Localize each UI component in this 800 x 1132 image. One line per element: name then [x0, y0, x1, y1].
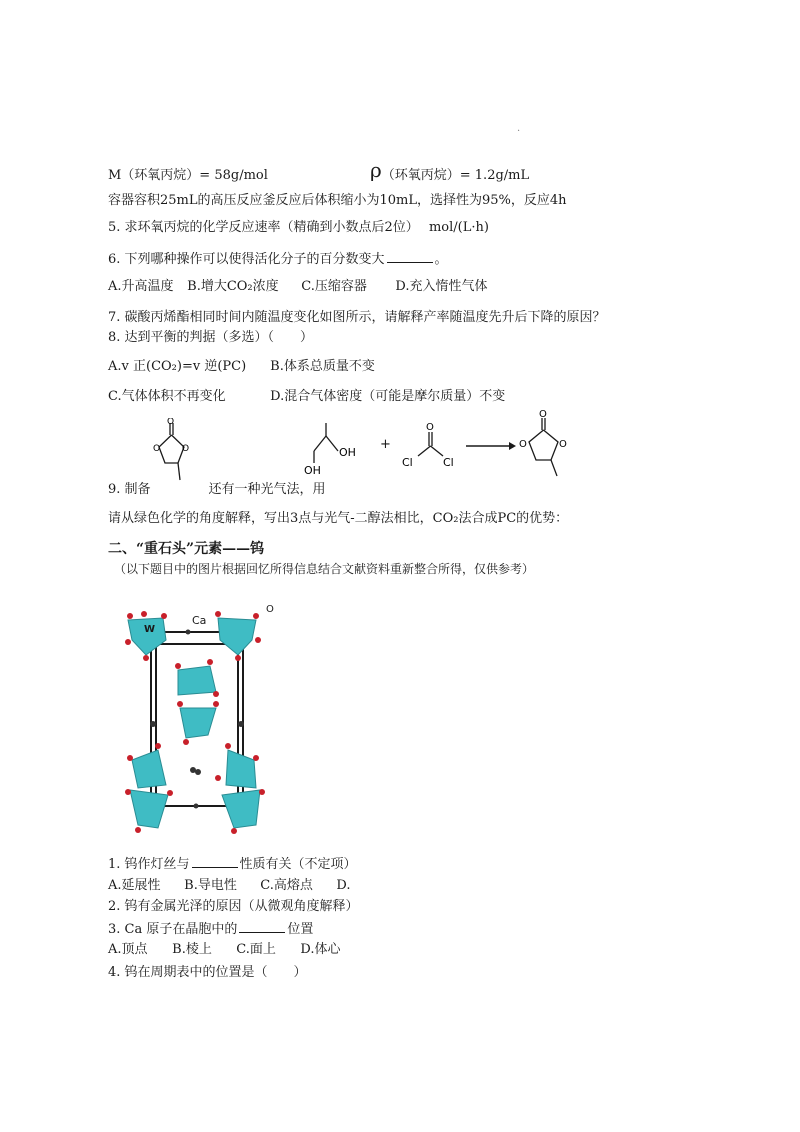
pc-ring-o-right: O: [182, 444, 190, 454]
question-9: [108, 482, 326, 498]
question-5: [108, 220, 489, 236]
q9-text-before: 9. 制备: [108, 482, 151, 497]
product-carbonyl-o: O: [539, 409, 547, 420]
w1-option-a[interactable]: A.延展性: [108, 878, 161, 893]
density-symbol: ρ: [370, 158, 382, 182]
cl-atom-2: Cl: [443, 456, 454, 469]
q8-option-b[interactable]: B.体系总质量不变: [270, 359, 375, 374]
w3-option-a[interactable]: A.顶点: [108, 942, 148, 957]
w-question-3: [108, 920, 313, 938]
q6-option-a[interactable]: A.升高温度: [108, 279, 174, 294]
section-2-note: （以下题目中的图片根据回忆所得信息结合文献资料重新整合所得，仅供参考）: [114, 562, 535, 576]
reaction-arrow: [465, 440, 517, 452]
oh-group-1: OH: [339, 446, 356, 459]
molar-mass: M（环氧丙烷）= 58g/mol: [108, 168, 268, 183]
w3-answer-blank[interactable]: [239, 920, 285, 933]
phosgene-o: O: [426, 422, 434, 433]
q8-option-d[interactable]: D.混合气体密度（可能是摩尔质量）不变: [270, 389, 506, 404]
w3-text-after: 位置: [287, 922, 314, 937]
w1-option-c[interactable]: C.高熔点: [260, 878, 313, 893]
question-6: [108, 250, 448, 268]
question-7: 7. 碳酸丙烯酯相同时间内随温度变化如图所示，请解释产率随温度先升后下降的原因？: [108, 310, 606, 325]
w1-answer-blank[interactable]: [192, 855, 238, 868]
propanediol-structure: [298, 418, 368, 478]
w3-option-c[interactable]: C.面上: [236, 942, 276, 957]
cl-atom-1: Cl: [402, 456, 413, 469]
q5-unit: mol/(L·h): [428, 220, 489, 235]
crystal-cell-diagram: [118, 600, 278, 850]
question-9-tail: 请从绿色化学的角度解释，写出3点与光气-二醇法相比，CO₂法合成PC的优势：: [108, 511, 569, 526]
density: [370, 158, 530, 184]
header-mark: ·: [517, 126, 521, 137]
q6-end: 。: [434, 252, 448, 267]
q9-text-after: 还有一种光气法，用: [208, 482, 326, 497]
q5-text: 5. 求环氧丙烷的化学反应速率（精确到小数点后2位）: [108, 220, 419, 235]
plus-sign: +: [380, 437, 391, 452]
q8-option-a[interactable]: A.v 正(CO₂)=v 逆(PC): [108, 359, 247, 374]
product-ring-o-right: O: [559, 439, 567, 450]
question-8: 8. 达到平衡的判据（多选）（ ）: [108, 330, 314, 345]
q8-option-c[interactable]: C.气体体积不再变化: [108, 389, 226, 404]
phosgene-structure: [398, 420, 468, 470]
q6-option-b[interactable]: B.增大CO₂浓度: [187, 279, 279, 294]
section-2-title: 二、“重石头”元素——钨: [108, 541, 265, 557]
crystal-label-o: O: [266, 604, 274, 615]
w3-option-d[interactable]: D.体心: [300, 942, 341, 957]
q6-answer-blank[interactable]: [387, 250, 433, 263]
q8-options-row2: [108, 389, 505, 405]
q6-text: 6. 下列哪种操作可以使得活化分子的百分数变大: [108, 252, 385, 267]
w-question-2: 2. 钨有金属光泽的原因（从微观角度解释）: [108, 899, 359, 914]
pc-carbonyl-o: O: [167, 418, 175, 427]
reaction-conditions: 容器容积25mL的高压反应釜反应后体积缩小为10mL，选择性为95%，反应4h: [108, 193, 567, 208]
crystal-label-w: W: [144, 624, 156, 635]
crystal-label-ca: Ca: [192, 614, 207, 627]
q6-options: [108, 279, 488, 295]
w1-option-d[interactable]: D.: [336, 878, 351, 893]
product-pc-structure: [515, 408, 575, 488]
w1-text-before: 1. 钨作灯丝与: [108, 857, 190, 872]
w3-options: [108, 942, 341, 958]
q6-option-c[interactable]: C.压缩容器: [301, 279, 367, 294]
w-question-4: 4. 钨在周期表中的位置是（ ）: [108, 965, 307, 980]
q8-options-row1: [108, 359, 375, 375]
w-question-1: [108, 855, 357, 873]
w3-option-b[interactable]: B.棱上: [172, 942, 212, 957]
density-text: （环氧丙烷）= 1.2g/mL: [381, 168, 530, 183]
w3-text-before: 3. Ca 原子在晶胞中的: [108, 922, 238, 937]
w1-option-b[interactable]: B.导电性: [184, 878, 237, 893]
product-ring-o-left: O: [519, 439, 527, 450]
pc-ring-o-left: O: [153, 444, 161, 454]
q6-option-d[interactable]: D.充入惰性气体: [395, 279, 488, 294]
w1-options: [108, 878, 351, 894]
oh-group-2: OH: [304, 464, 321, 477]
w1-text-after: 性质有关（不定项）: [239, 857, 357, 872]
